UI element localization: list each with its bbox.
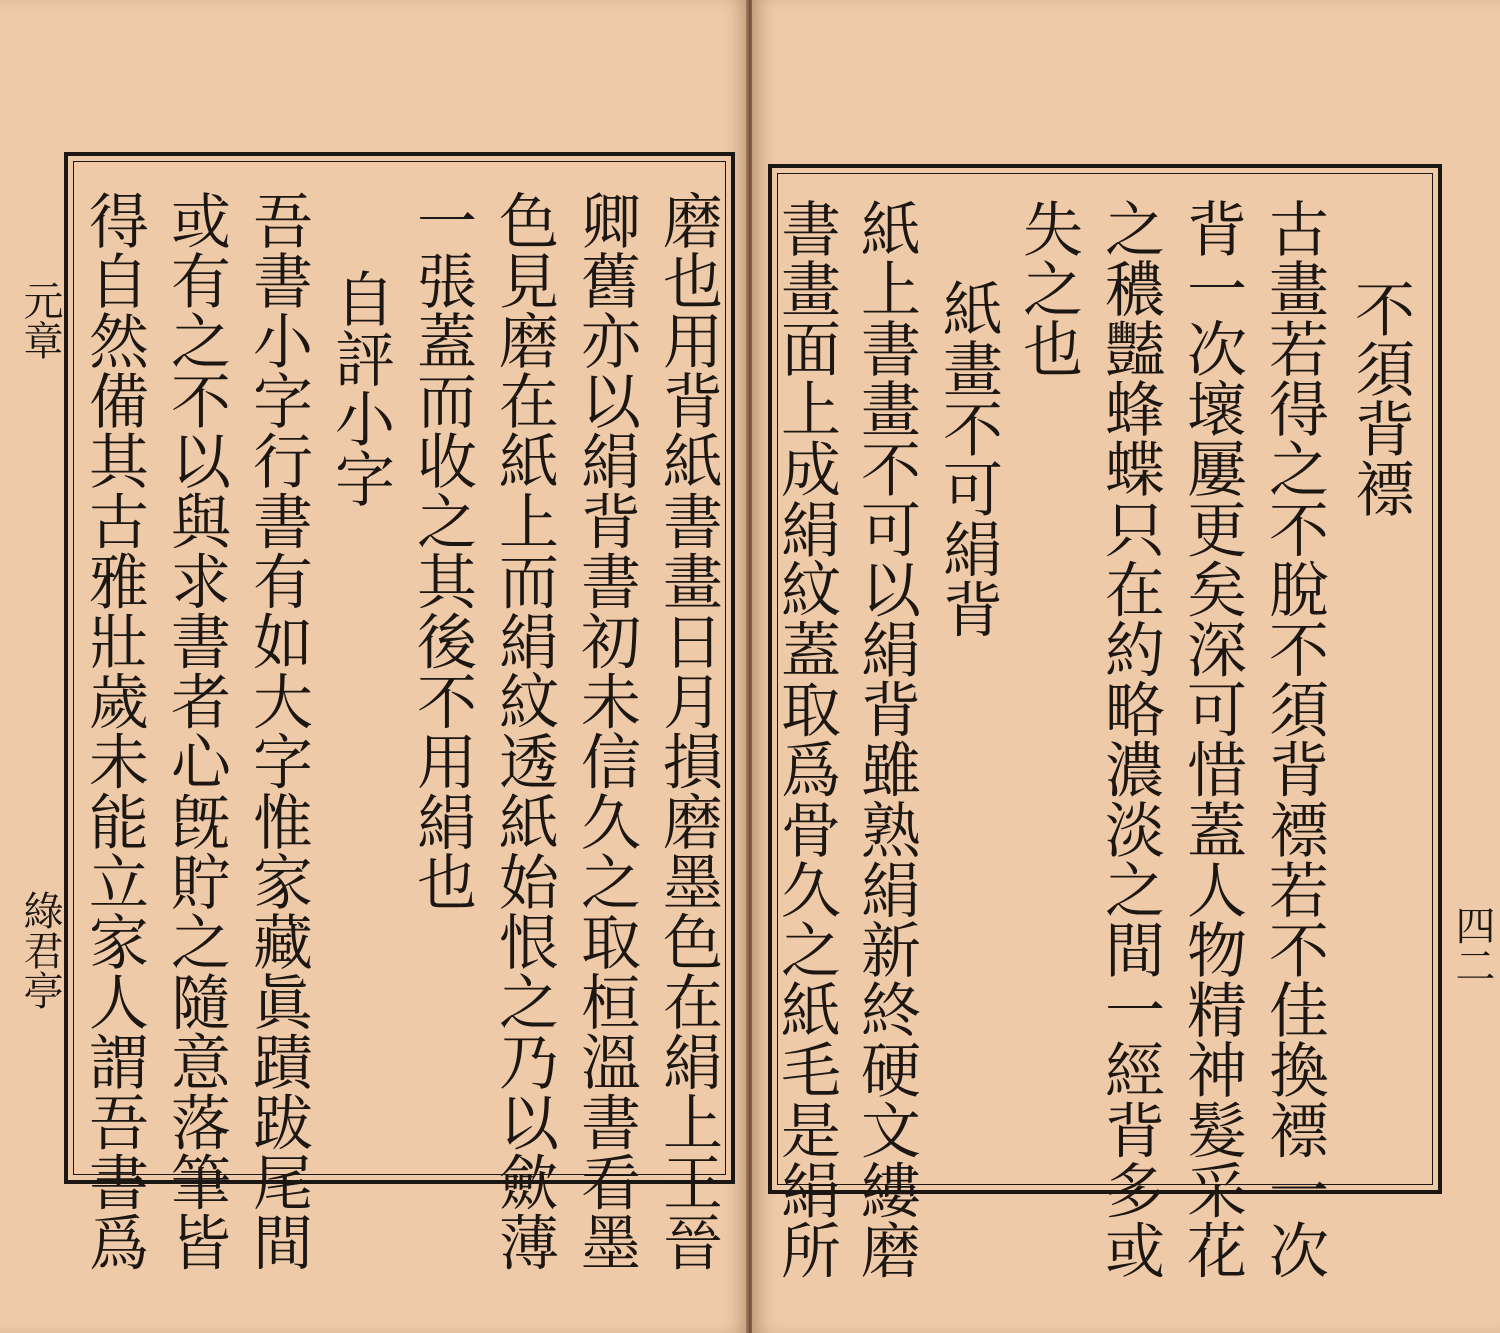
- text-column: 之穠豔蜂蝶只在約略濃淡之間一經背多或: [1095, 198, 1165, 1280]
- text-column: 吾書小字行書有如大字惟家藏眞蹟跋尾間: [243, 190, 313, 1272]
- text-column: 書畫面上成絹紋蓋取爲骨久之紙毛是絹所: [771, 198, 841, 1280]
- text-column: 或有之不以與求書者心旣貯之隨意落筆皆: [161, 190, 231, 1272]
- text-column: 卿舊亦以絹背書初未信久之取桓溫書看墨: [571, 190, 641, 1272]
- text-column: 磨也用背紙書畫日月損磨墨色在絹上王晉: [653, 190, 723, 1272]
- text-column: 得自然備其古雅壯歲未能立家人謂吾書爲: [79, 190, 149, 1272]
- section-heading: 紙畫不可絹背: [933, 278, 1003, 639]
- text-column: 背一次壞屢更矣深可惜蓋人物精神髮采花: [1177, 198, 1247, 1280]
- margin-title: 元章: [17, 280, 63, 360]
- text-column: 古畫若得之不脫不須背褾若不佳換褾一次: [1259, 198, 1329, 1280]
- left-page: [0, 0, 748, 1333]
- text-column: 色見磨在紙上而絹紋透紙始恨之乃以歛薄: [489, 190, 559, 1272]
- text-column: 失之也: [1013, 198, 1083, 379]
- margin-publisher: 綠君亭: [17, 890, 63, 1010]
- text-column: 一張蓋而收之其後不用絹也: [407, 190, 477, 912]
- page-number: 四二: [1449, 905, 1495, 985]
- section-heading: 自評小字: [325, 268, 395, 509]
- text-column: 紙上書畫不可以絹背雖熟絹新終硬文縷磨: [851, 198, 921, 1280]
- section-heading: 不須背褾: [1345, 278, 1415, 519]
- right-page: [752, 0, 1500, 1333]
